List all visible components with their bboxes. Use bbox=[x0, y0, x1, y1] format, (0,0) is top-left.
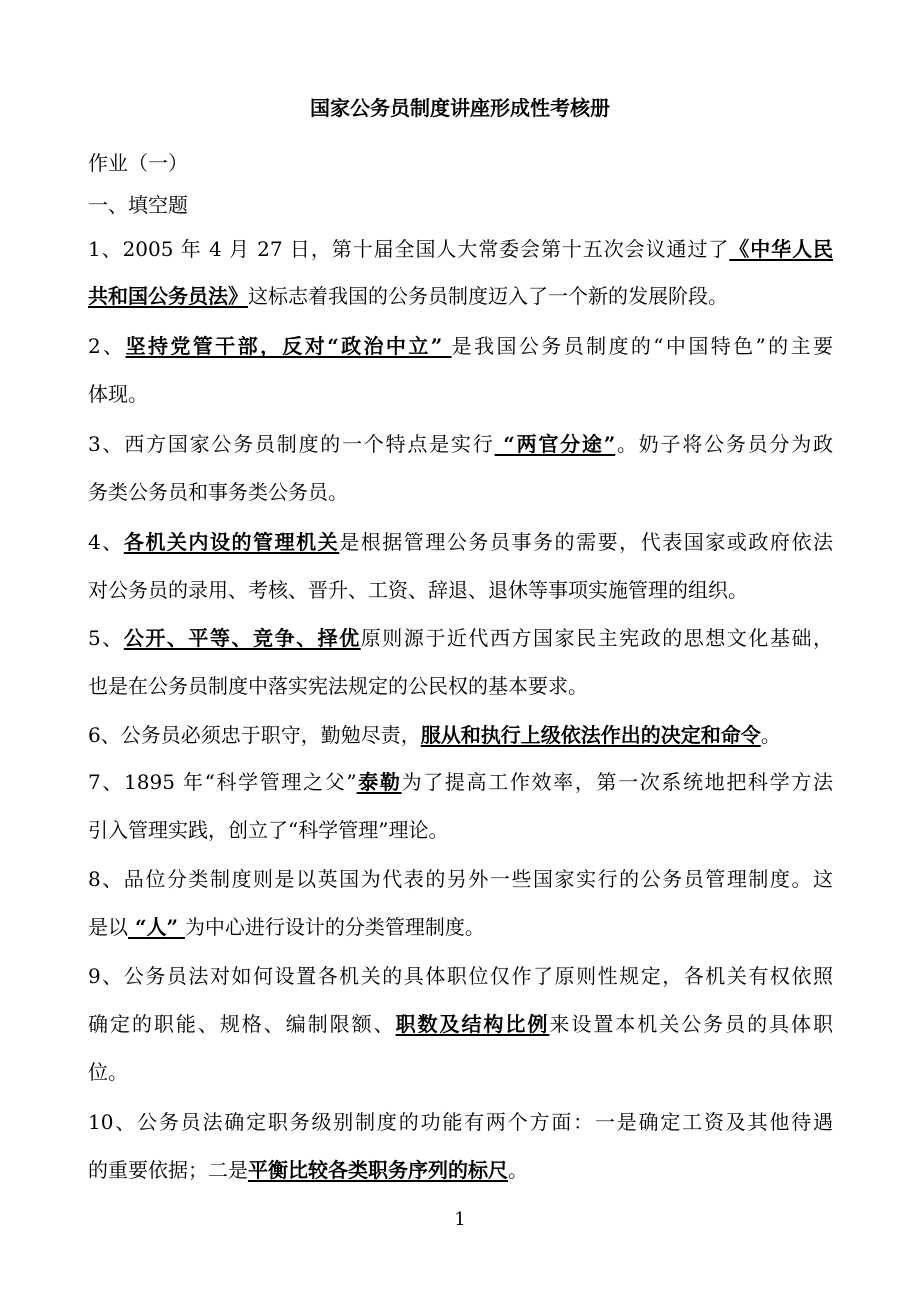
question-text: 确定的职能、规格、编制限额、 bbox=[88, 1012, 396, 1036]
question-10-line-1 bbox=[88, 1106, 833, 1138]
question-5-line-2 bbox=[88, 670, 833, 702]
question-2-line-1 bbox=[88, 330, 833, 362]
question-text: 3、西方国家公务员制度的一个特点是实行 bbox=[88, 432, 495, 456]
question-text: 是我国公务员制度的“中国特色”的主要 bbox=[451, 334, 833, 358]
question-8-line-2 bbox=[88, 911, 833, 943]
question-2-line-2 bbox=[88, 378, 833, 410]
question-text: 8、品位分类制度则是以英国为代表的另外一些国家实行的公务员管理制度。这 bbox=[88, 867, 833, 891]
question-9-line-3 bbox=[88, 1056, 833, 1088]
question-9-line-2 bbox=[88, 1008, 833, 1040]
question-1-line-1 bbox=[88, 233, 833, 265]
question-text: 6、公务员必须忠于职守，勤勉尽责， bbox=[88, 723, 421, 747]
question-text: 为中心进行设计的分类管理制度。 bbox=[184, 915, 485, 939]
answer-text: 坚持党管干部，反对“政治中立” bbox=[125, 334, 452, 358]
question-7-line-1 bbox=[88, 766, 833, 798]
question-text: 4、 bbox=[88, 530, 124, 554]
question-1-line-2 bbox=[88, 280, 833, 312]
question-4-line-1 bbox=[88, 526, 833, 558]
question-text: 也是在公务员制度中落实宪法规定的公民权的基本要求。 bbox=[88, 674, 588, 698]
question-text: 原则源于近代西方国家民主宪政的思想文化基础， bbox=[360, 626, 834, 650]
answer-text: “两官分途” bbox=[494, 432, 616, 456]
question-text: 对公务员的录用、考核、晋升、工资、辞退、退休等事项实施管理的组织。 bbox=[88, 578, 748, 602]
question-text: 1、2005 年 4 月 27 日，第十届全国人大常委会第十五次会议通过了 bbox=[88, 237, 730, 261]
question-6-line-1 bbox=[88, 719, 833, 751]
question-text: 来设置本机关公务员的具体职 bbox=[549, 1012, 834, 1036]
answer-text: 泰勒 bbox=[356, 770, 402, 794]
question-7-line-2 bbox=[88, 814, 833, 846]
question-text: 引入管理实践，创立了“科学管理”理论。 bbox=[88, 818, 449, 842]
question-text: 务类公务员和事务类公务员。 bbox=[88, 480, 348, 504]
question-text: 位。 bbox=[88, 1060, 128, 1084]
question-3-line-1 bbox=[88, 428, 833, 460]
answer-text: 平衡比较各类职务序列的标尺 bbox=[248, 1158, 508, 1182]
answer-text: “人” bbox=[128, 915, 185, 939]
document-title: 国家公务员制度讲座形成性考核册 bbox=[310, 96, 610, 120]
question-text: 。 bbox=[508, 1158, 528, 1182]
question-text: 是以 bbox=[88, 915, 128, 939]
question-text: 这标志着我国的公务员制度迈入了一个新的发展阶段。 bbox=[248, 284, 728, 308]
page-number: 1 bbox=[454, 1209, 466, 1230]
assignment-heading: 作业（一） bbox=[88, 151, 188, 175]
question-text: 5、 bbox=[88, 626, 124, 650]
answer-text: 服从和执行上级依法作出的决定和命令 bbox=[420, 723, 761, 747]
question-text: 9、公务员法对如何设置各机关的具体职位仅作了原则性规定，各机关有权依照 bbox=[88, 964, 833, 988]
question-text: 10、公务员法确定职务级别制度的功能有两个方面：一是确定工资及其他待遇 bbox=[88, 1110, 833, 1134]
question-8-line-1 bbox=[88, 863, 833, 895]
question-text: 体现。 bbox=[88, 382, 148, 406]
question-4-line-2 bbox=[88, 574, 833, 606]
question-10-line-2 bbox=[88, 1154, 833, 1186]
question-text: 为了提高工作效率，第一次系统地把科学方法 bbox=[401, 770, 834, 794]
question-5-line-1 bbox=[88, 622, 833, 654]
question-text: 2、 bbox=[88, 334, 126, 358]
question-text: 是根据管理公务员事务的需要，代表国家或政府依法 bbox=[339, 530, 834, 554]
answer-text: 职数及结构比例 bbox=[395, 1012, 550, 1036]
answer-text: 共和国公务员法》 bbox=[88, 284, 248, 308]
question-text: 。奶子将公务员分为政 bbox=[615, 432, 833, 456]
answer-text: 公开、平等、竞争、择优 bbox=[123, 626, 361, 650]
question-text: 7、1895 年“科学管理之父” bbox=[88, 770, 357, 794]
section-heading: 一、填空题 bbox=[88, 193, 188, 217]
answer-text: 《中华人民 bbox=[729, 237, 833, 261]
question-3-line-2 bbox=[88, 476, 833, 508]
answer-text: 各机关内设的管理机关 bbox=[123, 530, 340, 554]
question-9-line-1 bbox=[88, 960, 833, 992]
question-text: 的重要依据；二是 bbox=[88, 1158, 248, 1182]
question-text: 。 bbox=[760, 723, 781, 747]
